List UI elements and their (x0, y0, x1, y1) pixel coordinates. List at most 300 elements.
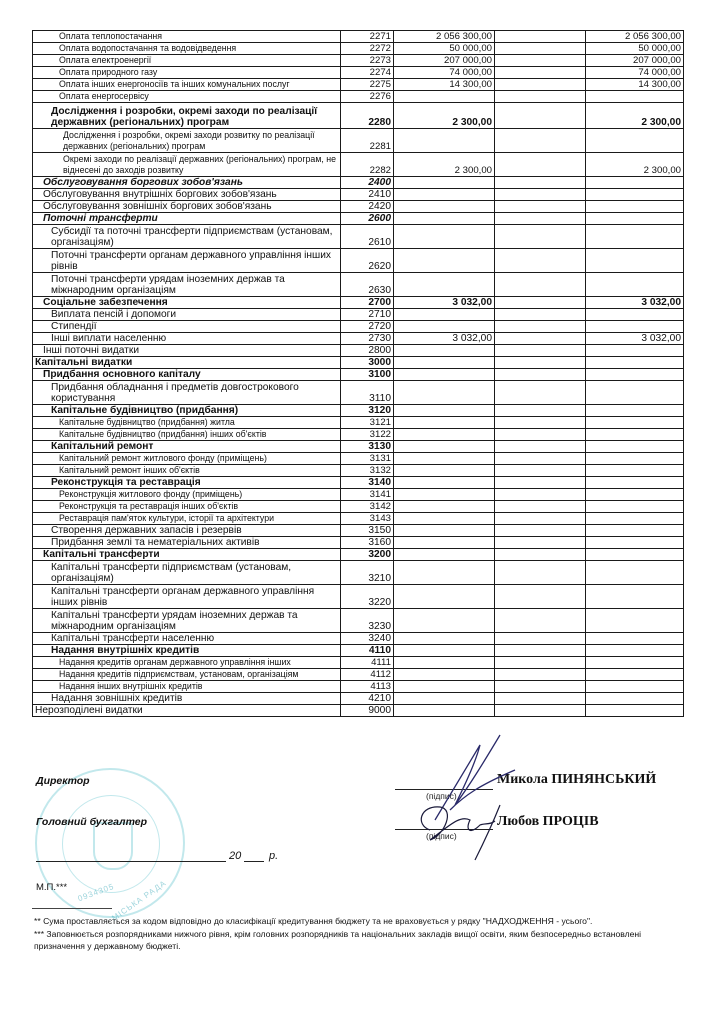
row-code: 3130 (341, 441, 394, 453)
table-row (33, 549, 684, 561)
row-label: Капітальні трансферти (33, 549, 341, 561)
row-code: 2281 (341, 129, 394, 153)
row-value-special (495, 513, 586, 525)
row-value-total: 50 000,00 (586, 43, 684, 55)
row-value-plan (394, 561, 495, 585)
row-code: 2600 (341, 213, 394, 225)
table-row (33, 67, 684, 79)
row-code: 2720 (341, 321, 394, 333)
row-value-total (586, 201, 684, 213)
footnote-double-star: ** Сума проставляється за кодом відповідно до класифікації кредитування бюджету та не враховується у рядку "НАДХОДЖЕННЯ - усього". (34, 916, 593, 926)
row-label: Капітальне будівництво (придбання) (33, 405, 341, 417)
row-value-plan: 2 300,00 (394, 103, 495, 129)
row-value-plan (394, 669, 495, 681)
row-label: Надання кредитів підприємствам, установам, організаціям (33, 669, 341, 681)
table-row (33, 43, 684, 55)
table-row (33, 405, 684, 417)
stamp-code-text: 0934305 (76, 881, 116, 904)
table-row (33, 321, 684, 333)
row-code: 2282 (341, 153, 394, 177)
row-value-total (586, 681, 684, 693)
row-value-special (495, 441, 586, 453)
row-value-plan (394, 465, 495, 477)
row-value-special (495, 561, 586, 585)
row-value-total (586, 669, 684, 681)
row-value-total (586, 129, 684, 153)
table-row (33, 693, 684, 705)
row-value-plan (394, 657, 495, 669)
table-row (33, 31, 684, 43)
director-name: Микола ПИНЯНСЬКИЙ (497, 772, 657, 787)
row-value-total (586, 537, 684, 549)
row-value-total (586, 225, 684, 249)
row-label: Капітальне будівництво (придбання) житла (33, 417, 341, 429)
row-code: 3142 (341, 501, 394, 513)
row-value-special (495, 429, 586, 441)
table-row (33, 153, 684, 177)
row-value-plan (394, 357, 495, 369)
row-value-plan: 14 300,00 (394, 79, 495, 91)
table-row (33, 345, 684, 357)
row-code: 3220 (341, 585, 394, 609)
row-value-special (495, 501, 586, 513)
row-value-special (495, 177, 586, 189)
row-code: 3131 (341, 453, 394, 465)
row-value-special (495, 381, 586, 405)
row-value-plan (394, 189, 495, 201)
row-code: 2276 (341, 91, 394, 103)
row-value-total (586, 213, 684, 225)
row-value-total (586, 477, 684, 489)
row-value-total (586, 417, 684, 429)
row-value-total (586, 645, 684, 657)
row-value-special (495, 249, 586, 273)
row-value-special (495, 357, 586, 369)
row-code: 3200 (341, 549, 394, 561)
table-row (33, 55, 684, 67)
row-value-total (586, 441, 684, 453)
row-value-total (586, 513, 684, 525)
table-row (33, 561, 684, 585)
table-row (33, 525, 684, 537)
table-row (33, 79, 684, 91)
row-value-total (586, 405, 684, 417)
row-code: 2630 (341, 273, 394, 297)
row-value-special (495, 201, 586, 213)
table-row (33, 513, 684, 525)
row-value-plan (394, 91, 495, 103)
row-label: Капітальні трансферти урядам іноземних держав та міжнародним організаціям (33, 609, 341, 633)
row-value-total (586, 321, 684, 333)
row-value-total (586, 549, 684, 561)
official-stamp (35, 768, 185, 923)
row-value-special (495, 537, 586, 549)
row-value-plan (394, 489, 495, 501)
chief-accountant-label: Головний бухгалтер (36, 816, 148, 828)
table-row (33, 91, 684, 103)
row-value-plan (394, 609, 495, 633)
row-label: Створення державних запасів і резервів (33, 525, 341, 537)
row-value-total (586, 501, 684, 513)
row-value-special (495, 297, 586, 309)
row-value-plan: 2 300,00 (394, 153, 495, 177)
row-value-plan: 50 000,00 (394, 43, 495, 55)
row-value-special (495, 693, 586, 705)
row-code: 2274 (341, 67, 394, 79)
row-value-plan (394, 309, 495, 321)
row-code: 2272 (341, 43, 394, 55)
row-code: 3240 (341, 633, 394, 645)
row-code: 2280 (341, 103, 394, 129)
row-label: Поточні трансферти органам державного управління інших рівнів (33, 249, 341, 273)
row-value-total (586, 249, 684, 273)
row-code: 3120 (341, 405, 394, 417)
row-value-special (495, 225, 586, 249)
row-value-plan (394, 201, 495, 213)
row-code: 3143 (341, 513, 394, 525)
row-value-total (586, 309, 684, 321)
row-label: Реконструкція та реставрація інших об'єктів (33, 501, 341, 513)
row-value-plan (394, 213, 495, 225)
row-value-plan (394, 681, 495, 693)
table-row (33, 225, 684, 249)
director-label: Директор (36, 775, 90, 787)
row-label: Капітальні трансферти населенню (33, 633, 341, 645)
row-label: Обслуговування внутрішніх боргових зобов'язань (33, 189, 341, 201)
row-value-total (586, 525, 684, 537)
row-code: 4113 (341, 681, 394, 693)
row-value-total (586, 369, 684, 381)
row-label: Придбання обладнання і предметів довгострокового користування (33, 381, 341, 405)
table-row (33, 465, 684, 477)
row-value-plan: 74 000,00 (394, 67, 495, 79)
row-code: 4112 (341, 669, 394, 681)
row-value-total (586, 273, 684, 297)
row-label: Обслуговування боргових зобов'язань (33, 177, 341, 189)
row-label: Реконструкція та реставрація (33, 477, 341, 489)
row-label: Капітальний ремонт житлового фонду (приміщень) (33, 453, 341, 465)
row-value-special (495, 345, 586, 357)
table-row (33, 369, 684, 381)
table-row (33, 103, 684, 129)
table-row (33, 477, 684, 489)
row-value-plan (394, 381, 495, 405)
row-value-total: 207 000,00 (586, 55, 684, 67)
row-label: Капітальні трансферти органам державного управління інших рівнів (33, 585, 341, 609)
row-value-total (586, 189, 684, 201)
row-value-special (495, 633, 586, 645)
row-label: Поточні трансферти (33, 213, 341, 225)
row-label: Капітальний ремонт (33, 441, 341, 453)
row-value-plan (394, 585, 495, 609)
table-row (33, 705, 684, 717)
director-signature-caption: (підпис) (426, 791, 457, 801)
row-value-special (495, 31, 586, 43)
row-label: Поточні трансферти урядам іноземних держав та міжнародним організаціям (33, 273, 341, 297)
row-value-total (586, 561, 684, 585)
row-code: 3110 (341, 381, 394, 405)
row-label: Капітальні видатки (33, 357, 341, 369)
expenditure-table-body (33, 31, 684, 717)
row-value-plan: 3 032,00 (394, 333, 495, 345)
table-row (33, 213, 684, 225)
row-value-total: 2 056 300,00 (586, 31, 684, 43)
row-value-plan (394, 525, 495, 537)
row-value-plan (394, 705, 495, 717)
row-label: Придбання землі та нематеріальних активів (33, 537, 341, 549)
row-value-special (495, 681, 586, 693)
row-code: 3140 (341, 477, 394, 489)
table-row (33, 381, 684, 405)
row-label: Інші виплати населенню (33, 333, 341, 345)
footnote-triple-star: *** Заповнюється розпорядниками нижчого рівня, крім головних розпорядників та національних закладів вищої освіти, яким безпосередньо встановлені призначення у державному бюджеті. (34, 929, 642, 951)
row-value-special (495, 657, 586, 669)
table-row (33, 657, 684, 669)
accountant-signature-caption: (підпис) (426, 831, 457, 841)
row-label: Оплата електроенергії (33, 55, 341, 67)
row-value-special (495, 79, 586, 91)
row-value-total (586, 585, 684, 609)
row-value-plan (394, 501, 495, 513)
table-row (33, 645, 684, 657)
row-value-plan: 207 000,00 (394, 55, 495, 67)
row-value-total (586, 465, 684, 477)
row-label: Дослідження і розробки, окремі заходи розвитку по реалізації державних (регіональних) програм (33, 129, 341, 153)
row-code: 2730 (341, 333, 394, 345)
table-row (33, 297, 684, 309)
row-value-total (586, 705, 684, 717)
table-row (33, 357, 684, 369)
row-value-total (586, 453, 684, 465)
accountant-handwritten-signature-icon (410, 795, 520, 865)
accountant-name: Любов ПРОЦІВ (497, 814, 599, 829)
row-value-total (586, 357, 684, 369)
date-year-prefix: 20 (229, 850, 242, 862)
row-value-total: 2 300,00 (586, 103, 684, 129)
row-value-plan: 2 056 300,00 (394, 31, 495, 43)
row-value-special (495, 55, 586, 67)
row-label: Інші поточні видатки (33, 345, 341, 357)
row-value-special (495, 129, 586, 153)
row-label: Капітальний ремонт інших об'єктів (33, 465, 341, 477)
row-value-plan (394, 453, 495, 465)
row-label: Надання кредитів органам державного управління інших (33, 657, 341, 669)
date-line (36, 861, 226, 862)
row-label: Окремі заходи по реалізації державних (регіональних) програм, не віднесені до заходів розвитку (33, 153, 341, 177)
expenditure-table (32, 30, 684, 717)
row-code: 3121 (341, 417, 394, 429)
row-value-plan (394, 693, 495, 705)
row-label: Надання зовнішніх кредитів (33, 693, 341, 705)
table-row (33, 249, 684, 273)
row-value-special (495, 321, 586, 333)
row-value-plan (394, 633, 495, 645)
row-value-total: 74 000,00 (586, 67, 684, 79)
row-code: 4111 (341, 657, 394, 669)
row-value-special (495, 609, 586, 633)
row-value-special (495, 369, 586, 381)
row-value-total (586, 633, 684, 645)
row-label: Стипендії (33, 321, 341, 333)
row-code: 3160 (341, 537, 394, 549)
row-label: Оплата природного газу (33, 67, 341, 79)
row-value-special (495, 43, 586, 55)
row-code: 2275 (341, 79, 394, 91)
row-label: Оплата водопостачання та водовідведення (33, 43, 341, 55)
row-value-plan (394, 549, 495, 561)
row-value-plan (394, 645, 495, 657)
table-row (33, 501, 684, 513)
row-value-plan (394, 405, 495, 417)
row-value-plan (394, 273, 495, 297)
row-code: 2610 (341, 225, 394, 249)
row-value-special (495, 417, 586, 429)
row-value-plan (394, 429, 495, 441)
row-code: 3150 (341, 525, 394, 537)
table-row (33, 333, 684, 345)
row-value-total: 14 300,00 (586, 79, 684, 91)
row-code: 2273 (341, 55, 394, 67)
table-row (33, 585, 684, 609)
row-code: 2271 (341, 31, 394, 43)
row-code: 3230 (341, 609, 394, 633)
row-value-total: 3 032,00 (586, 333, 684, 345)
row-code: 3210 (341, 561, 394, 585)
row-code: 3100 (341, 369, 394, 381)
row-value-total: 3 032,00 (586, 297, 684, 309)
row-value-total (586, 693, 684, 705)
row-label: Придбання основного капіталу (33, 369, 341, 381)
row-value-special (495, 67, 586, 79)
row-value-total: 2 300,00 (586, 153, 684, 177)
row-code: 2410 (341, 189, 394, 201)
table-row (33, 177, 684, 189)
trident-emblem-icon (93, 822, 133, 870)
row-value-total (586, 91, 684, 103)
row-code: 2400 (341, 177, 394, 189)
row-code: 2620 (341, 249, 394, 273)
row-value-special (495, 189, 586, 201)
row-code: 3141 (341, 489, 394, 501)
row-value-total (586, 657, 684, 669)
row-label: Обслуговування зовнішніх боргових зобов'язань (33, 201, 341, 213)
row-value-special (495, 705, 586, 717)
row-value-special (495, 103, 586, 129)
table-row (33, 441, 684, 453)
row-label: Оплата енергосервісу (33, 91, 341, 103)
table-row (33, 429, 684, 441)
row-code: 4210 (341, 693, 394, 705)
row-label: Оплата інших енергоносіїв та інших комунальних послуг (33, 79, 341, 91)
row-value-plan (394, 177, 495, 189)
row-value-plan (394, 477, 495, 489)
row-value-special (495, 405, 586, 417)
row-value-plan (394, 249, 495, 273)
table-row (33, 201, 684, 213)
row-value-plan (394, 225, 495, 249)
table-row (33, 489, 684, 501)
row-label: Реконструкція житлового фонду (приміщень) (33, 489, 341, 501)
row-value-plan (394, 129, 495, 153)
seal-place-label: М.П.*** (36, 882, 68, 893)
table-row (33, 273, 684, 297)
footnote-separator (32, 908, 112, 909)
row-value-total (586, 345, 684, 357)
row-label: Виплата пенсій і допомоги (33, 309, 341, 321)
table-row (33, 537, 684, 549)
row-value-plan: 3 032,00 (394, 297, 495, 309)
row-value-total (586, 609, 684, 633)
row-label: Реставрація пам'яток культури, історії та архітектури (33, 513, 341, 525)
row-value-plan (394, 537, 495, 549)
row-value-special (495, 489, 586, 501)
row-code: 2420 (341, 201, 394, 213)
table-row (33, 189, 684, 201)
year-blank-line (244, 861, 264, 862)
row-label: Капітальні трансферти підприємствам (установам, організаціям) (33, 561, 341, 585)
row-value-special (495, 309, 586, 321)
table-row (33, 669, 684, 681)
row-value-special (495, 585, 586, 609)
row-label: Надання інших внутрішніх кредитів (33, 681, 341, 693)
table-row (33, 453, 684, 465)
table-row (33, 129, 684, 153)
row-value-special (495, 273, 586, 297)
row-code: 2800 (341, 345, 394, 357)
row-code: 9000 (341, 705, 394, 717)
row-label: Субсидії та поточні трансферти підприємствам (установам, організаціям) (33, 225, 341, 249)
row-label: Надання внутрішніх кредитів (33, 645, 341, 657)
row-value-special (495, 213, 586, 225)
row-value-special (495, 333, 586, 345)
row-code: 3000 (341, 357, 394, 369)
row-label: Нерозподілені видатки (33, 705, 341, 717)
table-row (33, 681, 684, 693)
row-value-special (495, 91, 586, 103)
row-label: Соціальне забезпечення (33, 297, 341, 309)
row-label: Капітальне будівництво (придбання) інших об'єктів (33, 429, 341, 441)
stamp-council-text: МІСЬКА РАДА (110, 878, 169, 923)
row-value-plan (394, 345, 495, 357)
row-code: 4110 (341, 645, 394, 657)
row-value-plan (394, 321, 495, 333)
row-value-total (586, 429, 684, 441)
row-value-total (586, 489, 684, 501)
row-code: 2710 (341, 309, 394, 321)
table-row (33, 609, 684, 633)
table-row (33, 309, 684, 321)
row-value-special (495, 453, 586, 465)
row-value-special (495, 645, 586, 657)
row-value-plan (394, 369, 495, 381)
row-value-special (495, 477, 586, 489)
row-value-total (586, 381, 684, 405)
row-code: 3132 (341, 465, 394, 477)
row-value-total (586, 177, 684, 189)
row-label: Оплата теплопостачання (33, 31, 341, 43)
date-year-suffix: р. (269, 850, 279, 862)
row-value-special (495, 669, 586, 681)
row-value-special (495, 549, 586, 561)
row-value-plan (394, 417, 495, 429)
row-code: 2700 (341, 297, 394, 309)
row-value-special (495, 465, 586, 477)
row-value-plan (394, 513, 495, 525)
row-value-plan (394, 441, 495, 453)
row-value-special (495, 153, 586, 177)
table-row (33, 633, 684, 645)
row-label: Дослідження і розробки, окремі заходи по реалізації державних (регіональних) програм (33, 103, 341, 129)
